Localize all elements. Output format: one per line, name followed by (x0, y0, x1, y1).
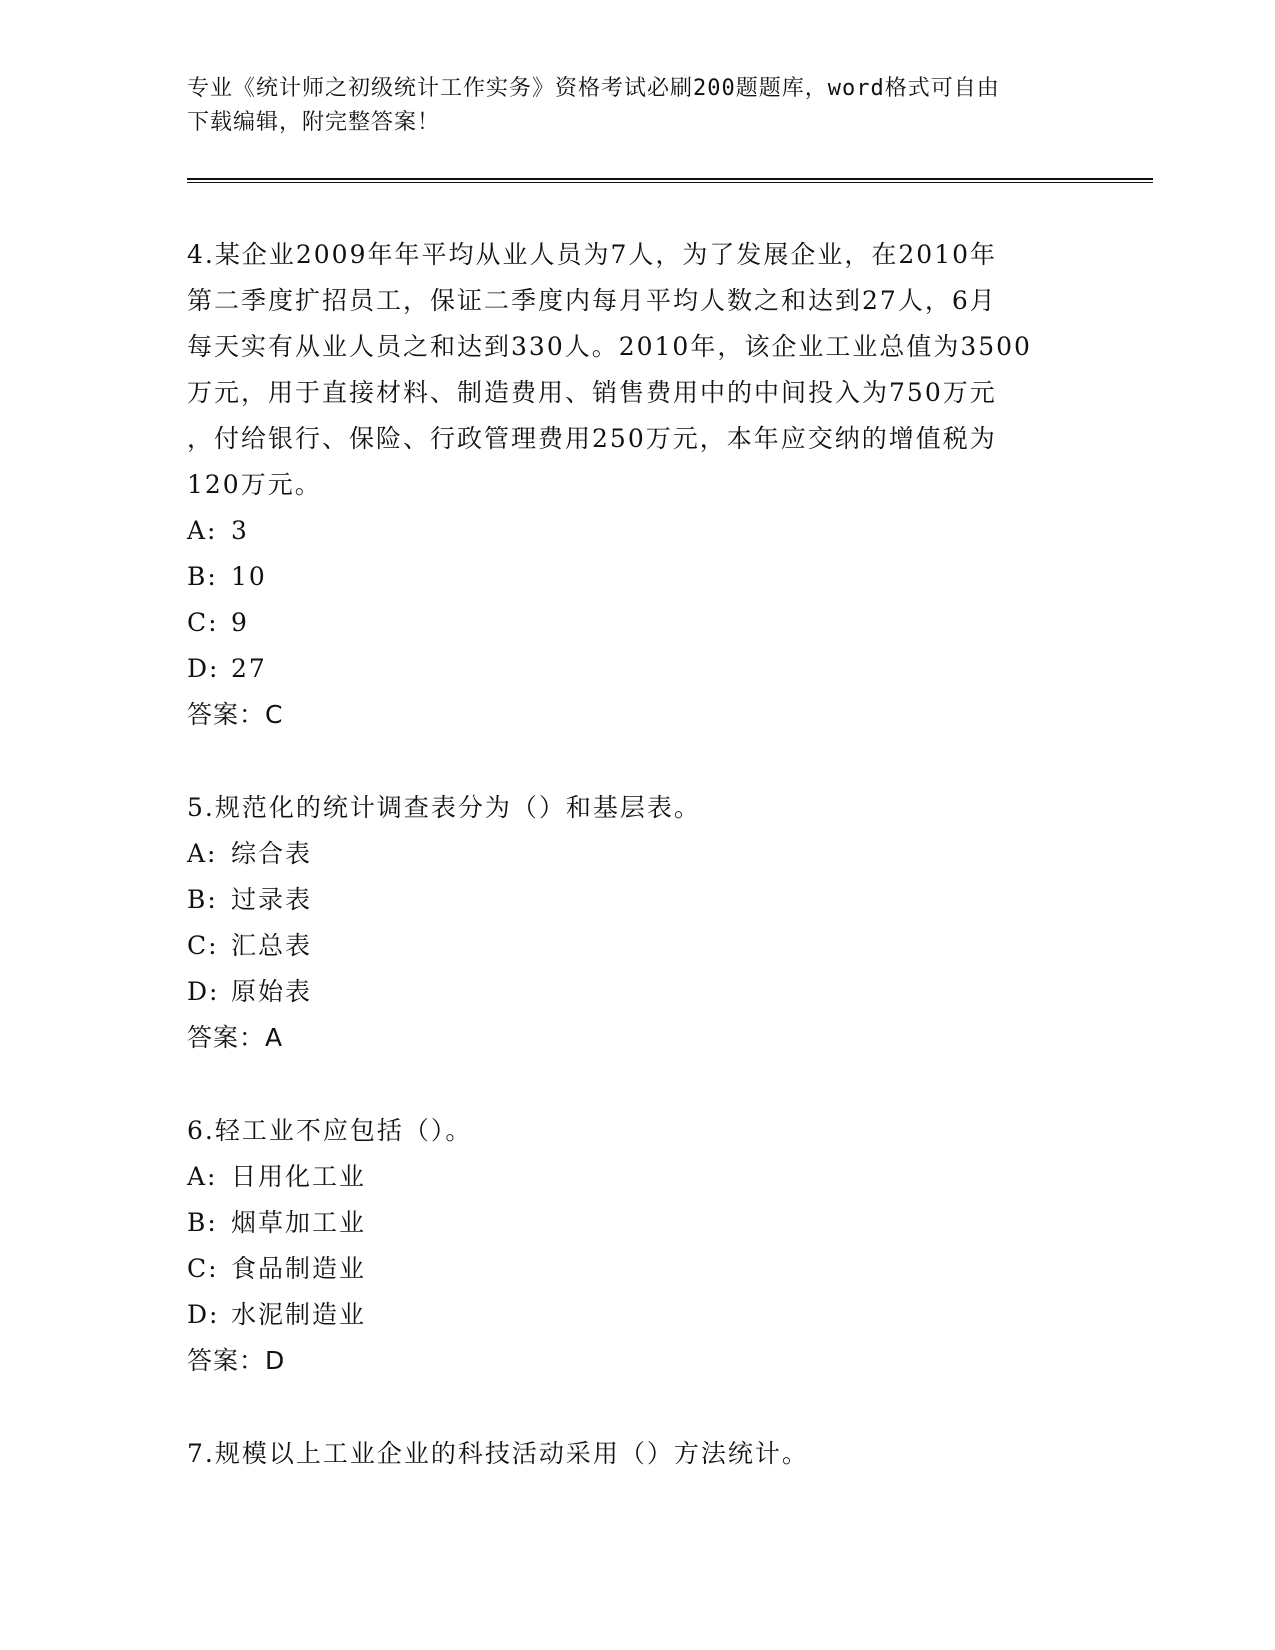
option-b (187, 554, 1087, 600)
option-value: 烟草加工业 (231, 1208, 367, 1237)
header-divider-thin (187, 182, 1153, 183)
option-key: C: (187, 931, 219, 960)
option-b (187, 1200, 1087, 1246)
option-value: 27 (231, 654, 267, 683)
option-key: A: (187, 839, 218, 868)
option-key: D: (187, 654, 220, 683)
question-7 (187, 1431, 1087, 1477)
option-key: D: (187, 977, 220, 1006)
option-a (187, 508, 1087, 554)
option-d (187, 646, 1087, 692)
option-key: B: (187, 1208, 218, 1237)
question-text: 4.某企业2009年年平均从业人员为7人，为了发展企业，在2010年 第二季度扩招员工，保证二季度内每月平均人数之和达到27人，6月 每天实有从业人员之和达到330人。2010年，该企业工业总值为3500 万元，用于直接材料、制造费用、销售费用中的中间投入为750万元 ，付给银行、保险、行政管理费用250万元，本年应交纳的增值税为 120万元。 (187, 240, 1032, 499)
option-value: 9 (231, 608, 249, 637)
option-value: 综合表 (231, 839, 313, 868)
question-text: 5.规范化的统计调查表分为（）和基层表。 (187, 793, 701, 822)
option-key: A: (187, 516, 218, 545)
option-key: B: (187, 885, 218, 914)
option-key: C: (187, 1254, 219, 1283)
option-c (187, 923, 1087, 969)
option-value: 汇总表 (231, 931, 313, 960)
option-key: D: (187, 1300, 220, 1329)
header-line-1: 专业《统计师之初级统计工作实务》资格考试必刷200题题库，word格式可自由 (187, 76, 1000, 101)
question-text: 7.规模以上工业企业的科技活动采用（）方法统计。 (187, 1439, 809, 1468)
answer-line: 答案：A (187, 1023, 284, 1052)
question-list (187, 232, 1087, 1524)
option-c (187, 600, 1087, 646)
option-value: 水泥制造业 (231, 1300, 367, 1329)
option-a (187, 1154, 1087, 1200)
question-5 (187, 785, 1087, 1061)
option-value: 3 (231, 516, 249, 545)
option-b (187, 877, 1087, 923)
header-line-2: 下载编辑，附完整答案！ (187, 110, 441, 135)
page-header (187, 72, 1087, 140)
option-c (187, 1246, 1087, 1292)
question-4 (187, 232, 1087, 738)
answer-line: 答案：D (187, 1346, 286, 1375)
option-key: C: (187, 608, 219, 637)
question-text: 6.轻工业不应包括（）。 (187, 1116, 473, 1145)
option-value: 过录表 (231, 885, 313, 914)
header-divider-thick (187, 178, 1153, 180)
option-a (187, 831, 1087, 877)
option-value: 日用化工业 (231, 1162, 367, 1191)
option-value: 原始表 (231, 977, 313, 1006)
question-6 (187, 1108, 1087, 1384)
option-value: 食品制造业 (231, 1254, 367, 1283)
option-key: B: (187, 562, 218, 591)
option-d (187, 1292, 1087, 1338)
option-key: A: (187, 1162, 218, 1191)
option-d (187, 969, 1087, 1015)
option-value: 10 (231, 562, 267, 591)
answer-line: 答案：C (187, 700, 284, 729)
